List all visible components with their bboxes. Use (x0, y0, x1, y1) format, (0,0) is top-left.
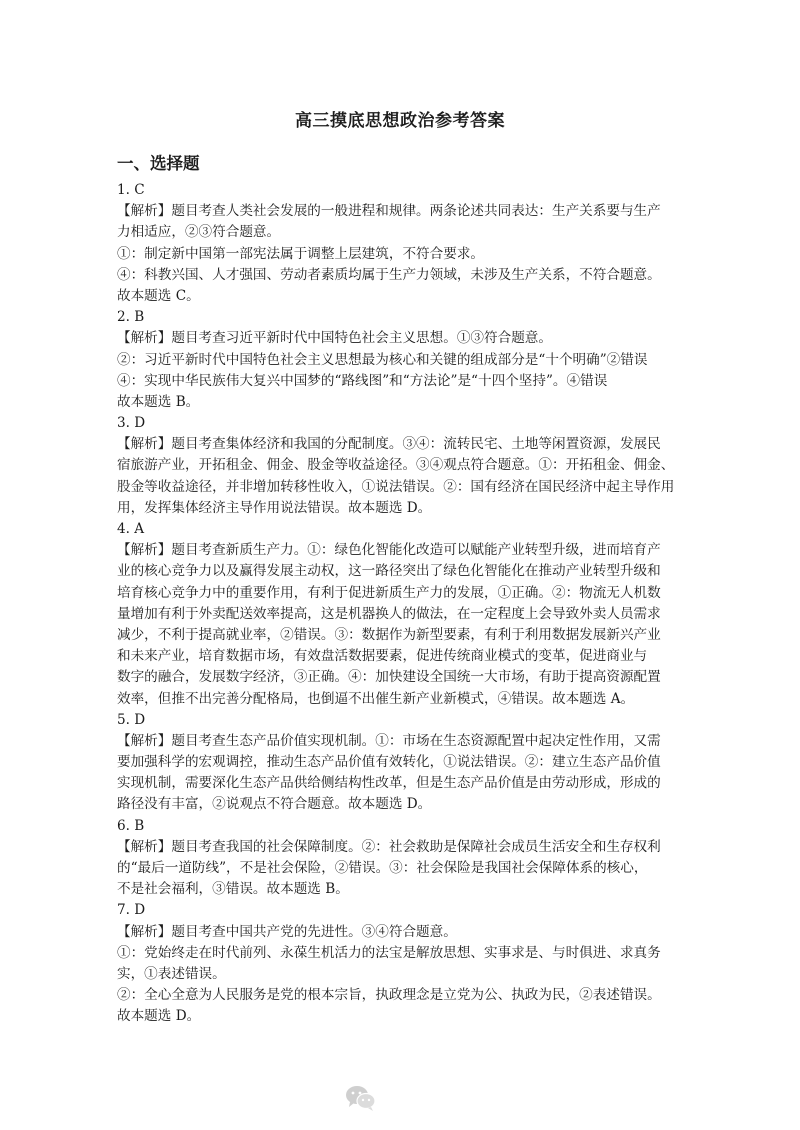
answer-line: 路径没有丰富，②说观点不符合题意。故本题选 D。 (117, 796, 432, 813)
answer-line: ④：实现中华民族伟大复兴中国梦的“路线图”和“方法论”是“十四个坚持”。④错误 (117, 372, 608, 389)
answer-line: 实，①表述错误。 (117, 965, 226, 982)
answer-line: 故本题选 C。 (117, 287, 200, 304)
answer-line: 力相适应，②③符合题意。 (117, 224, 281, 241)
page-title: 高三摸底思想政治参考答案 (295, 111, 505, 131)
answer-line: 【解析】题目考查人类社会发展的一般进程和规律。两条论述共同表达：生产关系要与生产 (117, 203, 661, 220)
answer-line: ②：全心全意为人民服务是党的根本宗旨，执政理念是立党为公、执政为民，②表述错误。 (117, 987, 661, 1004)
answer-line: ①：党始终走在时代前列、永葆生机活力的法宝是解放思想、实事求是、与时俱进、求真务 (117, 944, 661, 961)
answer-line: 故本题选 B。 (117, 393, 200, 410)
answer-line: 用，发挥集体经济主导作用说法错误。故本题选 D。 (117, 499, 432, 516)
answer-body (117, 180, 691, 1028)
answer-line: 【解析】题目考查生态产品价值实现机制。①：市场在生态资源配置中起决定性作用，又需 (117, 732, 661, 749)
answer-line: 【解析】题目考查新质生产力。①：绿色化智能化改造可以赋能产业转型升级，进而培育产 (117, 542, 661, 559)
answer-line: 要加强科学的宏观调控，推动生态产品价值有效转化，①说法错误。②：建立生态产品价值 (117, 754, 661, 771)
question-number: 1. C (117, 182, 145, 198)
question-number: 6. B (117, 817, 145, 834)
answer-line: 股金等收益途径，并非增加转移性收入，①说法错误。②：国有经济在国民经济中起主导作用 (117, 478, 675, 495)
answer-line: 【解析】题目考查我国的社会保障制度。②：社会救助是保障社会成员生活安全和生存权利 (117, 838, 661, 855)
answer-line: 和未来产业，培育数据市场，有效盘活数据要素，促进传统商业模式的变革，促进商业与 (117, 648, 648, 665)
answer-line: 【解析】题目考查习近平新时代中国特色社会主义思想。①③符合题意。 (117, 330, 552, 347)
answer-line: 减少，不利于提高就业率，②错误。③：数据作为新型要素，有利于利用数据发展新兴产业 (117, 626, 661, 643)
answer-line: 宿旅游产业，开拓租金、佣金、股金等收益途径。③④观点符合题意。①：开拓租金、佣金、 (117, 457, 675, 474)
question-number: 2. B (117, 309, 145, 326)
answer-line: 【解析】题目考查中国共产党的先进性。③④符合题意。 (117, 923, 457, 940)
answer-line: ④：科教兴国、人才强国、劳动者素质均属于生产力领域，未涉及生产关系，不符合题意。 (117, 266, 661, 283)
answer-line: 业的核心竞争力以及赢得发展主动权，这一路径突出了绿色化智能化在推动产业转型升级和 (117, 563, 661, 580)
answer-line: ②：习近平新时代中国特色社会主义思想最为核心和关键的组成部分是“十个明确”②错误 (117, 351, 648, 368)
answer-line: 的“最后一道防线”，不是社会保险，②错误。③：社会保险是我国社会保障体系的核心， (117, 860, 648, 876)
answer-line: 量增加有利于外卖配送效率提高，这是机器换人的做法，在一定程度上会导致外卖人员需求 (117, 605, 661, 622)
question-number: 7. D (117, 902, 146, 919)
question-number: 3. D (117, 415, 146, 432)
wechat-icon (344, 1084, 378, 1112)
answer-line: 【解析】题目考查集体经济和我国的分配制度。③④：流转民宅、土地等闲置资源，发展民 (117, 436, 661, 453)
answer-line: 不是社会福利，③错误。故本题选 B。 (117, 881, 349, 898)
section-heading: 一、选择题 (117, 154, 200, 173)
question-number: 4. A (117, 521, 145, 537)
question-number: 5. D (117, 711, 146, 728)
answer-line: 数字的融合，发展数字经济，③正确。④：加快建设全国统一大市场，有助于提高资源配置 (117, 669, 661, 686)
answer-line: 实现机制，需要深化生态产品供给侧结构性改革，但是生态产品价值是由劳动形成，形成的 (117, 775, 661, 792)
answer-line: 故本题选 D。 (117, 1008, 201, 1025)
answer-line: ①：制定新中国第一部宪法属于调整上层建筑，不符合要求。 (117, 245, 485, 262)
answer-line: 效率，但推不出完善分配格局，也倒逼不出催生新产业新模式，④错误。故本题选 A。 (117, 690, 635, 707)
answer-line: 培育核心竞争力中的重要作用，有利于促进新质生产力的发展，①正确。②：物流无人机数 (117, 584, 661, 601)
